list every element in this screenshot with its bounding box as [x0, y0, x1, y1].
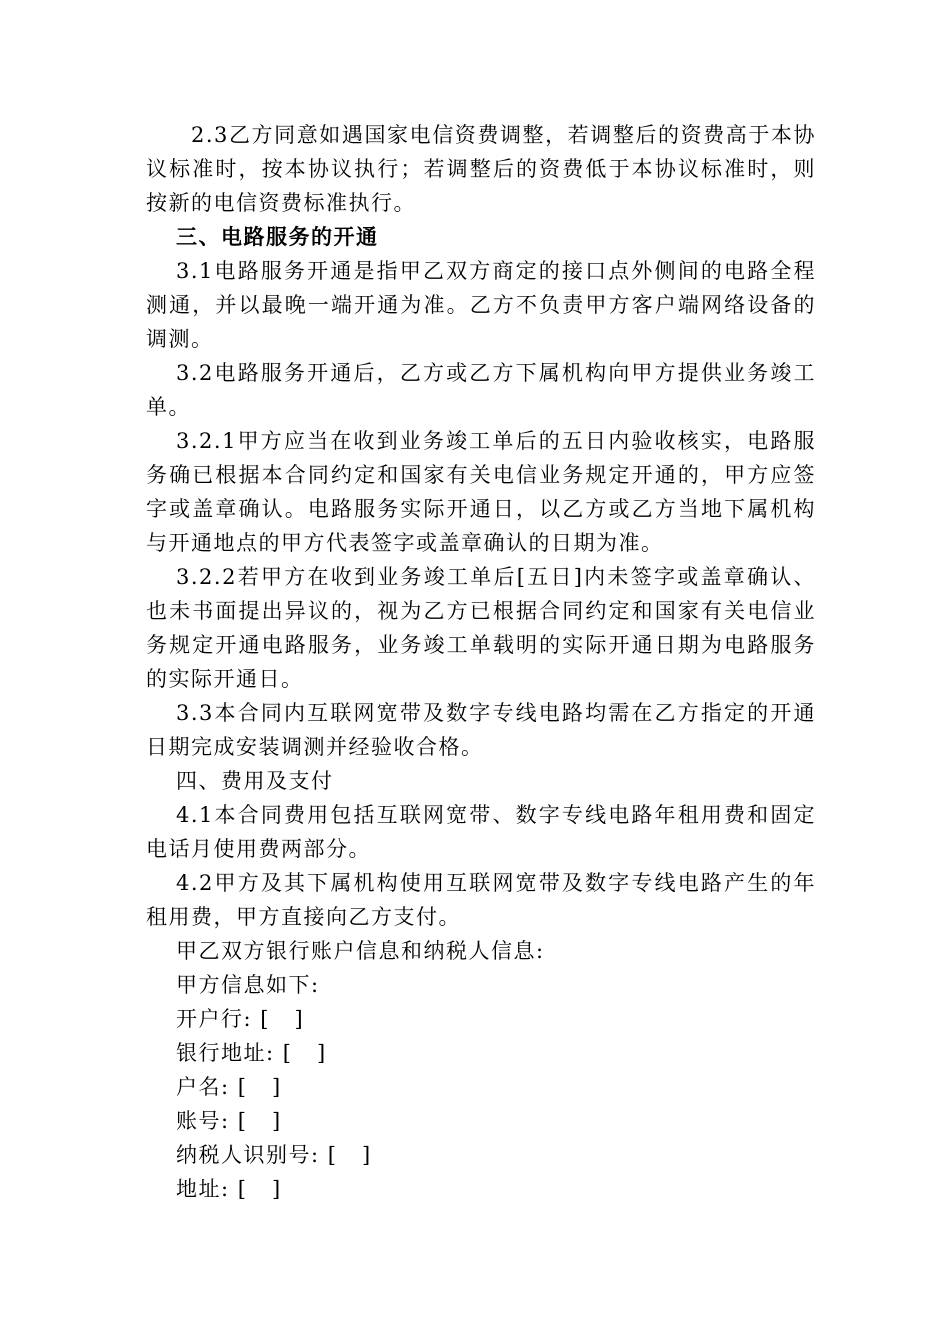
clause-3-2-2: 3.2.2若甲方在收到业务竣工单后[五日]内未签字或盖章确认、也未书面提出异议的，视为乙方已根据合同约定和国家有关电信业务规定开通电路服务，业务竣工单载明的实际开通日期为电路服务的实际开通日。: [146, 565, 816, 691]
field-address: 地址: [ ]: [176, 1177, 282, 1201]
field-bank: 开户行: [ ]: [176, 1007, 305, 1031]
bank-info-intro: 甲乙双方银行账户信息和纳税人信息:: [176, 939, 545, 963]
clause-4-1: 4.1本合同费用包括互联网宽带、数字专线电路年租用费和固定电话月使用费两部分。: [146, 803, 816, 861]
field-account-name: 户名: [ ]: [176, 1075, 282, 1099]
party-a-intro: 甲方信息如下:: [176, 973, 320, 997]
clause-4-2: 4.2甲方及其下属机构使用互联网宽带及数字专线电路产生的年租用费，甲方直接向乙方支付。: [146, 871, 816, 929]
document-body: [146, 118, 816, 1206]
clause-3-2-1: 3.2.1甲方应当在收到业务竣工单后的五日内验收核实，电路服务确已根据本合同约定和国家有关电信业务规定开通的，甲方应签字或盖章确认。电路服务实际开通日，以乙方或乙方当地下属机构与开通地点的甲方代表签字或盖章确认的日期为准。: [146, 429, 816, 555]
clause-3-2: 3.2电路服务开通后，乙方或乙方下属机构向甲方提供业务竣工单。: [146, 361, 816, 419]
field-account-no: 账号: [ ]: [176, 1109, 282, 1133]
clause-3-1: 3.1电路服务开通是指甲乙双方商定的接口点外侧间的电路全程测通，并以最晚一端开通为准。乙方不负责甲方客户端网络设备的调测。: [146, 259, 816, 351]
field-bank-address: 银行地址: [ ]: [176, 1041, 327, 1065]
section-4-title: 四、费用及支付: [176, 769, 334, 793]
field-taxpayer-id: 纳税人识别号: [ ]: [176, 1143, 372, 1167]
clause-3-3: 3.3本合同内互联网宽带及数字专线电路均需在乙方指定的开通日期完成安装调测并经验收合格。: [146, 701, 816, 759]
section-3-title: 三、电路服务的开通: [176, 224, 379, 249]
clause-2-3: 2.3乙方同意如遇国家电信资费调整，若调整后的资费高于本协议标准时，按本协议执行；若调整后的资费低于本协议标准时，则按新的电信资费标准执行。: [146, 123, 816, 215]
